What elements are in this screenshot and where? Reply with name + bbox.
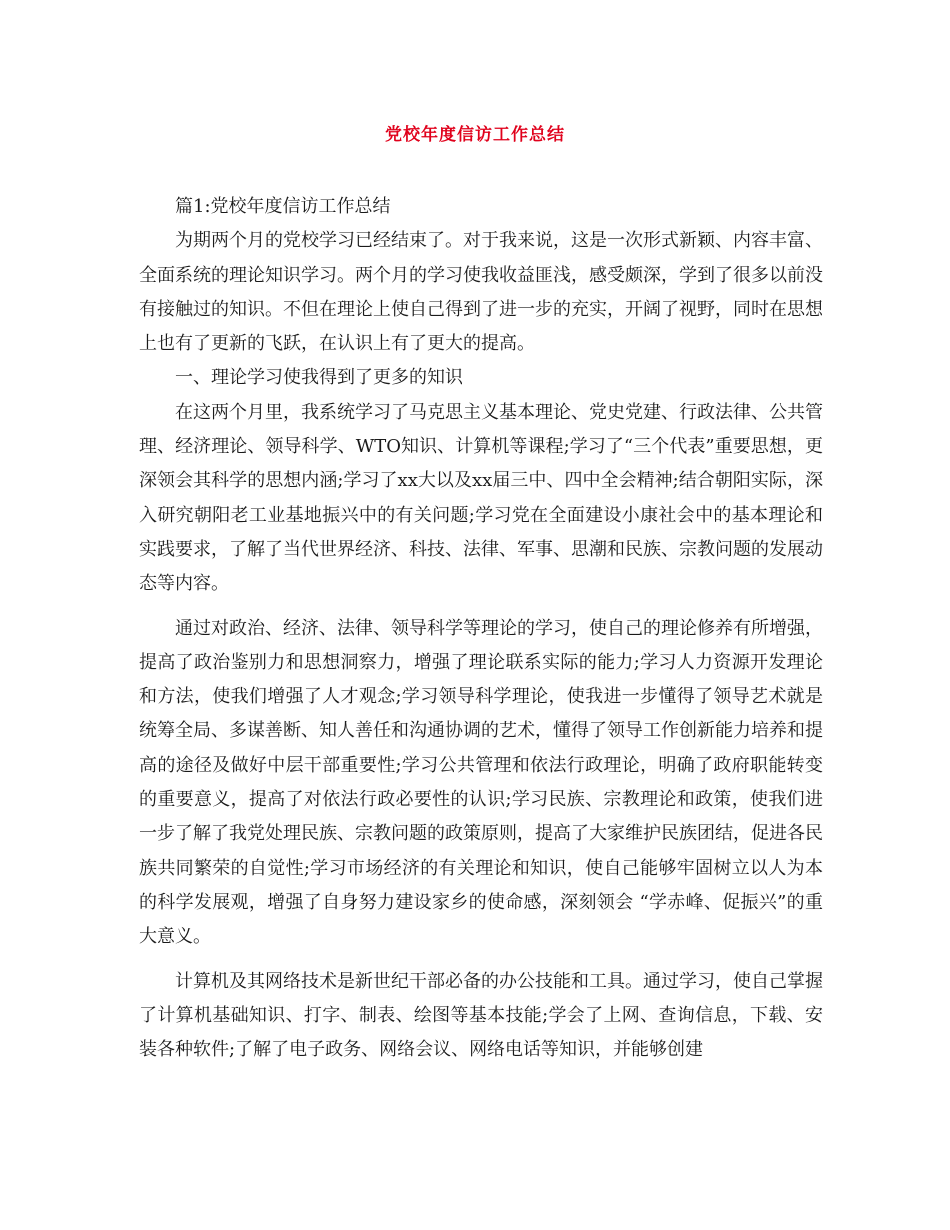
paragraph: 计算机及其网络技术是新世纪干部必备的办公技能和工具。通过学习，使自己掌握了计算机基础知识、打字、制表、绘图等基本技能;学会了上网、查询信息，下载、安装各种软件;了解了电子政务、网络会议、网络电话等知识，并能够创建 [139,970,823,1061]
document-title: 党校年度信访工作总结 [385,125,565,145]
sub-heading: 一、理论学习使我得到了更多的知识 [175,367,463,389]
paragraph: 在这两个月里，我系统学习了马克思主义基本理论、党史党建、行政法律、公共管理、经济理论、领导科学、WTO知识、计算机等课程;学习了“三个代表”重要思想，更深领会其科学的思想内涵;学习了xx大以及xx届三中、四中全会精神;结合朝阳实际，深入研究朝阳老工业基地振兴中的有关问题;学习党在全面建设小康社会中的基本理论和实践要求，了解了当代世界经济、科技、法律、军事、思潮和民族、宗教问题的发展动态等内容。 [139,401,823,595]
document-body [139,190,823,1067]
paragraph: 通过对政治、经济、法律、领导科学等理论的学习，使自己的理论修养有所增强，提高了政治鉴别力和思想洞察力，增强了理论联系实际的能力;学习人力资源开发理论和方法，使我们增强了人才观念;学习领导科学理论，使我进一步懂得了领导艺术就是统筹全局、多谋善断、知人善任和沟通协调的艺术，懂得了领导工作创新能力培养和提高的途径及做好中层干部重要性;学习公共管理和依法行政理论，明确了政府职能转变的重要意义，提高了对依法行政必要性的认识;学习民族、宗教理论和政策，使我们进一步了解了我党处理民族、宗教问题的政策原则，提高了大家维护民族团结，促进各民族共同繁荣的自觉性;学习市场经济的有关理论和知识，使自己能够牢固树立以人为本的科学发展观，增强了自身努力建设家乡的使命感，深刻领会 “学赤峰、促振兴”的重大意义。 [139,617,823,948]
section-heading: 篇1:党校年度信访工作总结 [175,196,391,217]
paragraph: 为期两个月的党校学习已经结束了。对于我来说，这是一次形式新颖、内容丰富、全面系统的理论知识学习。两个月的学习使我收益匪浅，感受颇深，学到了很多以前没有接触过的知识。不但在理论上使自己得到了进一步的充实，开阔了视野，同时在思想上也有了更新的飞跃，在认识上有了更大的提高。 [139,230,823,355]
